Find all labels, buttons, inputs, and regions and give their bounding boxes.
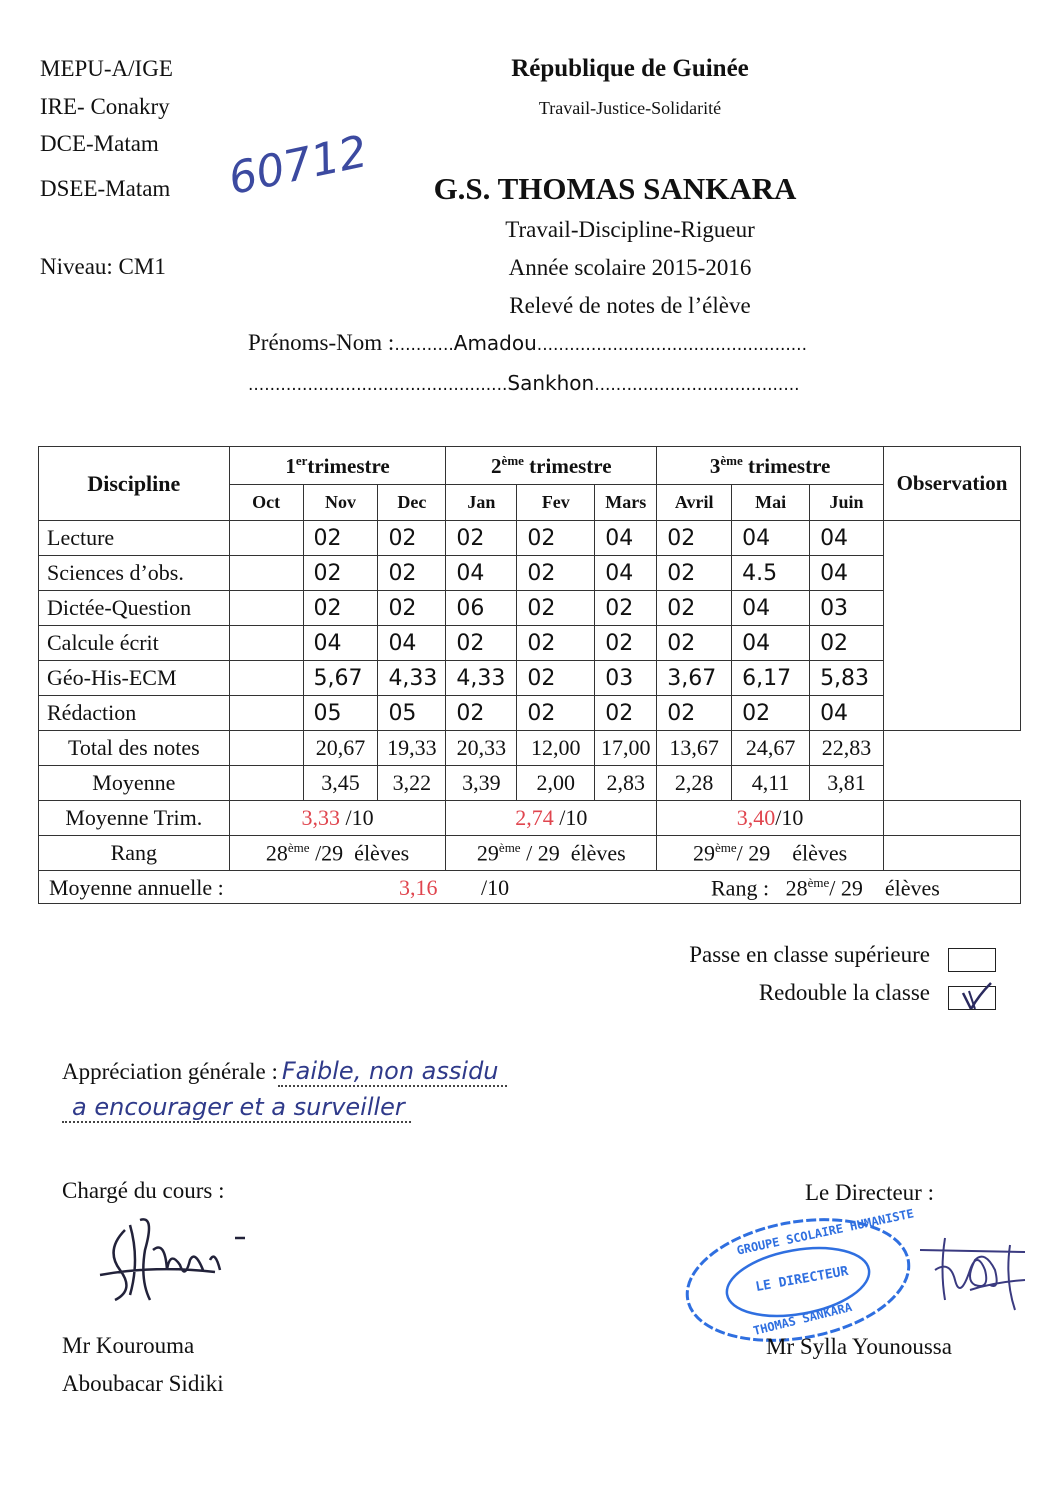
grade-cell: 02	[517, 556, 595, 591]
grade-cell	[229, 696, 303, 731]
grade-cell: 04	[595, 521, 657, 556]
dots: ......................................	[594, 375, 800, 395]
grade-cell: 02	[595, 591, 657, 626]
grade-cell: 4.5	[732, 556, 810, 591]
trim-average-row	[39, 801, 1021, 836]
subject-name: Dictée-Question	[39, 591, 230, 626]
dsee-line: DSEE-Matam	[40, 176, 171, 201]
grade-cell: 02	[657, 696, 732, 731]
level-label: Niveau: CM1	[40, 254, 166, 279]
grade-cell: 02	[446, 696, 517, 731]
country-motto: Travail-Justice-Solidarité	[538, 98, 722, 118]
student-first-name: Amadou	[453, 331, 537, 355]
grade-cell: 04	[810, 696, 884, 731]
student-name-line-2	[248, 370, 800, 396]
student-last-name: Sankhon	[507, 371, 595, 395]
appreciation-text-2: a encourager et a surveiller	[62, 1093, 411, 1123]
grade-cell: 02	[517, 661, 595, 696]
grade-cell: 04	[810, 521, 884, 556]
total-cell: 20,67	[303, 731, 378, 766]
trim-average-1: 3,33 /10	[229, 801, 446, 836]
stamp-text-top: GROUPE SCOLAIRE HUMANISTE	[735, 1206, 916, 1258]
grade-cell: 05	[378, 696, 446, 731]
grade-cell: 02	[517, 696, 595, 731]
observation-header: Observation	[884, 447, 1021, 521]
trim-average-label: Moyenne Trim.	[39, 801, 230, 836]
trim-average-3: 3,40/10	[657, 801, 884, 836]
grade-cell: 02	[303, 591, 378, 626]
stamp-text-bottom: THOMAS SANKARA	[751, 1299, 854, 1339]
grade-cell: 02	[303, 521, 378, 556]
grade-cell: 5,67	[303, 661, 378, 696]
month-header: Mai	[732, 485, 810, 521]
subject-row	[39, 521, 1021, 556]
grade-cell: 02	[595, 626, 657, 661]
annual-rank: Rang : 28ème/ 29 élèves	[711, 875, 940, 901]
average-cell: 3,81	[810, 766, 884, 801]
total-cell: 20,33	[446, 731, 517, 766]
annual-average: 3,16	[399, 875, 438, 900]
rank-1: 28ème /29 élèves	[229, 836, 446, 871]
total-cell: 24,67	[732, 731, 810, 766]
student-name-line-1	[248, 330, 807, 356]
grade-cell: 03	[595, 661, 657, 696]
subject-name: Lecture	[39, 521, 230, 556]
trimester-3-header: 3ème trimestre	[657, 447, 884, 485]
dots: ................................................	[248, 375, 508, 395]
trimester-1-header: 1ertrimestre	[229, 447, 446, 485]
grade-cell: 02	[446, 626, 517, 661]
rank-3: 29ème/ 29 élèves	[657, 836, 884, 871]
dots: ...........	[394, 335, 454, 355]
annual-label: Moyenne annuelle :	[49, 875, 224, 900]
average-cell: 3,39	[446, 766, 517, 801]
observation-cell	[884, 521, 1021, 731]
grades-table	[38, 446, 1021, 904]
appreciation-label: Appréciation générale :	[62, 1059, 278, 1084]
grade-cell: 04	[810, 556, 884, 591]
grade-cell: 02	[517, 626, 595, 661]
average-cell: 3,45	[303, 766, 378, 801]
grade-cell: 04	[378, 626, 446, 661]
average-label: Moyenne	[39, 766, 230, 801]
rank-row	[39, 836, 1021, 871]
annual-average-suffix: /10	[481, 875, 510, 900]
grade-cell: 02	[732, 696, 810, 731]
total-row	[39, 731, 1021, 766]
total-cell: 22,83	[810, 731, 884, 766]
teacher-label: Chargé du cours :	[62, 1178, 225, 1203]
grade-cell: 4,33	[378, 661, 446, 696]
grade-cell: 02	[517, 591, 595, 626]
grade-cell: 02	[378, 556, 446, 591]
subject-name: Rédaction	[39, 696, 230, 731]
total-cell	[229, 731, 303, 766]
discipline-header: Discipline	[39, 447, 230, 521]
stamp-text-mid: LE DIRECTEUR	[754, 1263, 850, 1296]
grade-cell: 02	[378, 521, 446, 556]
subject-rows	[39, 521, 1021, 731]
director-signature-icon	[915, 1230, 1035, 1320]
grade-cell	[229, 556, 303, 591]
teacher-signature-icon	[95, 1210, 285, 1310]
trimester-2-header: 2ème trimestre	[446, 447, 657, 485]
month-header: Fev	[517, 485, 595, 521]
appreciation-text-1: Faible, non assidu	[278, 1057, 507, 1087]
grade-cell: 02	[517, 521, 595, 556]
appreciation-line-1	[62, 1057, 507, 1085]
grade-cell: 02	[810, 626, 884, 661]
grade-cell	[229, 591, 303, 626]
grade-cell: 5,83	[810, 661, 884, 696]
grade-cell: 05	[303, 696, 378, 731]
grade-cell: 02	[657, 556, 732, 591]
school-name: G.S. THOMAS SANKARA	[433, 171, 797, 206]
handwritten-number: 60712	[224, 126, 372, 205]
month-header: Dec	[378, 485, 446, 521]
average-cell: 2,00	[517, 766, 595, 801]
grade-cell	[229, 626, 303, 661]
grade-cell: 4,33	[446, 661, 517, 696]
grade-cell: 04	[446, 556, 517, 591]
month-header: Oct	[229, 485, 303, 521]
grade-cell: 02	[657, 591, 732, 626]
grade-cell: 3,67	[657, 661, 732, 696]
dots: ..................................................	[536, 335, 807, 355]
rank-label: Rang	[39, 836, 230, 871]
subject-name: Calcule écrit	[39, 626, 230, 661]
month-header: Avril	[657, 485, 732, 521]
annual-cell	[39, 871, 1021, 904]
month-header: Juin	[810, 485, 884, 521]
month-header: Nov	[303, 485, 378, 521]
grade-cell: 02	[657, 626, 732, 661]
director-name: Mr Sylla Younoussa	[766, 1334, 952, 1359]
grade-cell: 04	[732, 521, 810, 556]
repeat-checkbox[interactable]	[948, 986, 996, 1010]
average-row	[39, 766, 1021, 801]
average-cell: 4,11	[732, 766, 810, 801]
average-cell: 2,83	[595, 766, 657, 801]
trim-average-2: 2,74 /10	[446, 801, 657, 836]
grade-cell: 02	[303, 556, 378, 591]
school-year: Année scolaire 2015-2016	[508, 255, 752, 280]
grade-cell: 02	[378, 591, 446, 626]
grade-cell: 02	[595, 696, 657, 731]
grade-cell: 02	[657, 521, 732, 556]
subject-row	[39, 626, 1021, 661]
subject-row	[39, 696, 1021, 731]
observation-cell	[884, 836, 1021, 871]
teacher-name-2: Aboubacar Sidiki	[62, 1371, 224, 1396]
ministry-line: MEPU-A/IGE	[40, 56, 173, 81]
rank-2: 29ème / 29 élèves	[446, 836, 657, 871]
total-cell: 12,00	[517, 731, 595, 766]
grade-cell: 02	[446, 521, 517, 556]
subject-row	[39, 661, 1021, 696]
average-cell	[229, 766, 303, 801]
total-label: Total des notes	[39, 731, 230, 766]
repeat-label: Redouble la classe	[758, 980, 930, 1005]
average-cell: 2,28	[657, 766, 732, 801]
total-cell: 13,67	[657, 731, 732, 766]
grade-cell: 6,17	[732, 661, 810, 696]
grade-cell: 04	[732, 591, 810, 626]
grade-cell	[229, 661, 303, 696]
grade-cell: 03	[810, 591, 884, 626]
grade-cell: 06	[446, 591, 517, 626]
grade-cell	[229, 521, 303, 556]
subject-row	[39, 556, 1021, 591]
observation-cell	[884, 801, 1021, 836]
grade-cell: 04	[595, 556, 657, 591]
total-cell: 19,33	[378, 731, 446, 766]
subject-name: Sciences d’obs.	[39, 556, 230, 591]
appreciation-line-2	[62, 1093, 411, 1121]
subject-row	[39, 591, 1021, 626]
school-motto: Travail-Discipline-Rigueur	[505, 217, 755, 242]
month-header: Jan	[446, 485, 517, 521]
check-mark-icon	[949, 979, 995, 1009]
subject-name: Géo-His-ECM	[39, 661, 230, 696]
total-cell: 17,00	[595, 731, 657, 766]
dce-line: DCE-Matam	[40, 131, 159, 156]
pass-checkbox[interactable]	[948, 948, 996, 972]
average-cell: 3,22	[378, 766, 446, 801]
student-name-label: Prénoms-Nom :	[248, 330, 395, 355]
country-title: République de Guinée	[511, 55, 749, 82]
director-label: Le Directeur :	[805, 1180, 934, 1205]
region-line: IRE- Conakry	[40, 94, 170, 119]
pass-label: Passe en classe supérieure	[689, 942, 930, 967]
document-title: Relevé de notes de l’élève	[509, 293, 751, 318]
month-header: Mars	[595, 485, 657, 521]
teacher-name-1: Mr Kourouma	[62, 1333, 195, 1358]
grade-cell: 04	[732, 626, 810, 661]
annual-row	[39, 871, 1021, 904]
grade-cell: 04	[303, 626, 378, 661]
